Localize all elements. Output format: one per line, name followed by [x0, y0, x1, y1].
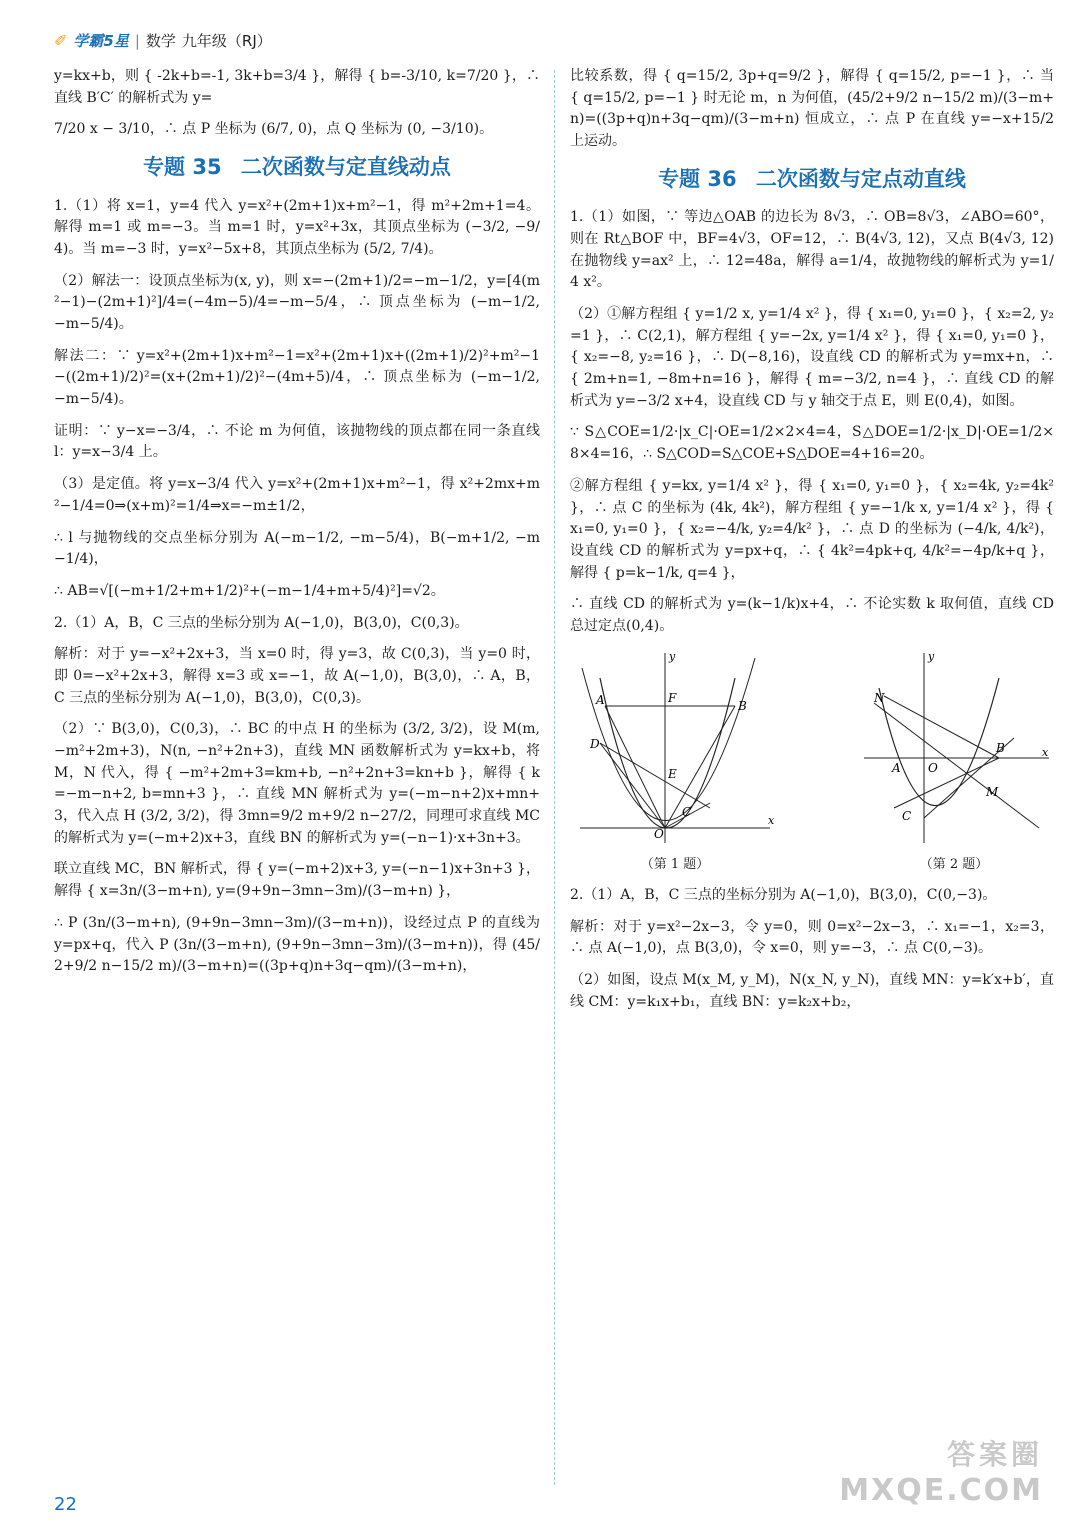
right-column [570, 66, 1054, 1023]
q1-part2-1: （2）①解方程组 { y=1/2 x, y=1/4 x² }，得 { x₁=0, y₁=0 }，{ x₂=2, y₂=1 }，∴ C(2,1)，解方程组 { y=−2x, y=1/4 x² }，得 { x₁=0, y₁=0 }，{ x₂=−8, y₂=16 }，∴ D(−8,16)，设直线 CD 的解析式为 y=mx+n，∴ { 2m+n=1, −8m+n=16 }，解得 { m=−3/2, n=4 }，∴ 直线 CD 的解析式为 y=−3/2 x+4，设直线 CD 与 y 轴交于点 E，则 E(0,4)，如图。 [570, 306, 1054, 409]
q2-part1: 2.（1）A，B，C 三点的坐标分别为 A(−1,0)，B(3,0)，C(0,3)。 [54, 614, 469, 631]
q2-part2: （2）如图，设点 M(x_M, y_M)，N(x_N, y_N)，直线 MN：y=k′x+b′，直线 CM：y=k₁x+b₁，直线 BN：y=k₂x+b₂， [570, 972, 1054, 1010]
figure-1-caption: （第 1 题） [640, 856, 710, 872]
label-y: y [669, 649, 676, 663]
q1-part2-2: ②解方程组 { y=kx, y=1/4 x² }，得 { x₁=0, y₁=0 }，{ x₂=4k, y₂=4k² }，∴ 点 C 的坐标为 (4k, 4k²)，解方程组 { y=−1/k x, y=1/4 x² }，得 { x₁=0, y₁=0 }，{ x₂=−4/k, y₂=4/k² }，∴ 点 D 的坐标为 (−4/k, 4/k²)，设直线 CD 的解析式为 y=px+q，∴ { 4k²=4pk+q, 4/k²=−4p/k+q }，解得 { p=k−1/k, q=4 }， [570, 477, 1054, 581]
q2-analysis: 解析：对于 y=x²−2x−3，令 y=0，则 0=x²−2x−3，∴ x₁=−1，x₂=3，∴ 点 A(−1,0)，点 B(3,0)，令 x=0，则 y=−3，∴ 点 C(0,−3)。 [570, 918, 1054, 957]
q2-part2: （2）∵ B(3,0)，C(0,3)，∴ BC 的中点 H 的坐标为 (3/2, 3/2)，设 M(m, −m²+2m+3)，N(n, −n²+2n+3)，直线 MN 函数解析式为 y=kx+b，将 M，N 代入，得 { −m²+2m+3=km+b, −n²+2n+3=kn+b }，解得 { k=−m−n+2, b=mn+3 }，∴ 直线 MN 解析式为 y=(−m−n+2)x+mn+3，代入点 H (3/2, 3/2)，得 3mn=9/2 m+9/2 n−27/2，同理可求直线 MC 的解析式为 y=(−m+2)x+3，直线 BN 的解析式为 y=(−n−1)·x+3n+3。 [54, 721, 540, 846]
figure-1 [570, 648, 780, 875]
q1-area: ∵ S△COE=1/2·|x_C|·OE=1/2×2×4=4，S△DOE=1/2·|x_D|·OE=1/2×8×4=16，∴ S△COD=S△COE+S△DOE=4+16=20。 [570, 424, 1054, 463]
section-number: 专题 36 [658, 166, 737, 191]
brand-logo-icon: ✐ [54, 31, 68, 50]
label-a: A [596, 692, 605, 707]
figure-2-caption: （第 2 题） [919, 856, 989, 872]
continuation-line-2: 7/20 x − 3/10，∴ 点 P 坐标为 (6/7, 0)，点 Q 坐标为 (0, −3/10)。 [54, 121, 494, 138]
label-a: A [892, 760, 901, 775]
brand-name: 学霸5星 [73, 32, 129, 50]
watermark-line-2: MXQE.COM [839, 1473, 1043, 1508]
label-m: M [986, 784, 999, 799]
q2-system: 联立直线 MC，BN 解析式，得 { y=(−m+2)x+3, y=(−n−1)x+3n+3 }，解得 { x=3n/(3−m+n), y=(9+9n−3mn−3m)/(3−m+n) }， [54, 861, 540, 900]
header-separator: | [134, 31, 140, 50]
section-number: 专题 35 [143, 155, 222, 180]
label-x: x [768, 813, 775, 827]
section-title-35 [54, 151, 540, 184]
figure-2 [854, 648, 1054, 875]
label-o: O [654, 826, 664, 841]
line-cd [600, 743, 710, 808]
page-number: 22 [54, 1494, 77, 1515]
label-y: y [928, 649, 935, 663]
q2-analysis: 解析：对于 y=−x²+2x+3，当 x=0 时，得 y=3，故 C(0,3)，当 y=0 时，即 0=−x²+2x+3，解得 x=3 或 x=−1，故 A(−1,0)，B(3,0)，∴ A，B，C 三点的坐标分别为 A(−1,0)，B(3,0)，C(0,3)。 [54, 646, 540, 706]
column-divider [554, 70, 555, 1485]
figure-2-diagram [854, 648, 1054, 848]
section-title-text: 二次函数与定点动直线 [755, 166, 966, 191]
label-b: B [738, 698, 747, 713]
label-f: F [668, 690, 677, 705]
q1-part3: （3）是定值。将 y=x−3/4 代入 y=x²+(2m+1)x+m²−1，得 x²+2mx+m²−1/4=0⇒(x+m)²=1/4⇒x=−m±1/2， [54, 476, 540, 514]
label-c: C [902, 808, 912, 823]
label-d: D [590, 736, 600, 751]
label-n: N [874, 690, 885, 705]
q2-point-p: ∴ P (3n/(3−m+n), (9+9n−3mn−3m)/(3−m+n))，设经过点 P 的直线为 y=px+q，代入 P (3n/(3−m+n), (9+9n−3mn−3m)/(3−m+n))，得 (45/2+9/2 n−15/2 m)/(3−m+n)=((3p+q)n+3q−qm)/(3−m+n)， [54, 914, 540, 975]
line-ao [605, 706, 665, 828]
header-subject: 数学 [145, 32, 176, 50]
label-x: x [1042, 745, 1049, 759]
figure-1-diagram [570, 648, 780, 848]
q1-conclusion: ∴ 直线 CD 的解析式为 y=(k−1/k)x+4，∴ 不论实数 k 取何值，直线 CD 总过定点(0,4)。 [570, 596, 1054, 634]
label-b: B [996, 740, 1005, 755]
label-o: O [928, 760, 938, 775]
q1-part2-method2: 解法二：∵ y=x²+(2m+1)x+m²−1=x²+(2m+1)x+((2m+1)/2)²+m²−1−((2m+1)/2)²=(x+(2m+1)/2)²−(4m+5)/4，∴ 顶点坐标为 (−m−1/2, −m−5/4)。 [54, 347, 540, 408]
parabola-outer [582, 658, 755, 821]
label-e: E [668, 766, 677, 781]
continuation-line-1: y=kx+b，则 { -2k+b=-1, 3k+b=3/4 }，解得 { b=-3/10, k=7/20 }，∴ 直线 B′C′ 的解析式为 y= [54, 68, 540, 106]
header-grade: 九年级（RJ） [181, 32, 272, 50]
label-c: C [682, 804, 692, 819]
continuation-coefficients: 比较系数，得 { q=15/2, 3p+q=9/2 }，解得 { q=15/2, p=−1 }，∴ 当 { q=15/2, p=−1 } 时无论 m，n 为何值，(45/2+9/2 n−15/2 m)/(3−m+n)=((3p+q)n+3q−qm)/(3−m+n) 恒成立，∴ 点 P 在直线 y=−x+15/2 上运动。 [570, 68, 1054, 150]
watermark [839, 1433, 1043, 1508]
section-title-36 [570, 163, 1054, 196]
q1-part1: 1.（1）如图，∵ 等边△OAB 的边长为 8√3，∴ OB=8√3，∠ABO=60°，则在 Rt△BOF 中，BF=4√3，OF=12，∴ B(4√3, 12)，又点 B(4√3, 12) 在抛物线 y=ax² 上，∴ 12=48a，解得 a=1/4，故抛物线的解析式为 y=1/4 x²。 [570, 209, 1054, 291]
q1-part1: 1.（1）将 x=1，y=4 代入 y=x²+(2m+1)x+m²−1，得 m²+2m+1=4。解得 m=1 或 m=−3。当 m=1 时，y=x²+3x，其顶点坐标为 (−3/2, −9/4)。当 m=−3 时，y=x²−5x+8，其顶点坐标为 (5/2, 7/4)。 [54, 197, 540, 257]
line-do [600, 743, 665, 828]
section-title-text: 二次函数与定直线动点 [240, 155, 451, 180]
q1-part2-method1: （2）解法一：设顶点坐标为(x, y)，则 x=−(2m+1)/2=−m−1/2，y=[4(m²−1)−(2m+1)²]/4=(−4m−5)/4=−m−5/4，∴ 顶点坐标为 (−m−1/2, −m−5/4)。 [54, 272, 540, 333]
page-header [54, 30, 272, 51]
q1-proof: 证明：∵ y−x=−3/4，∴ 不论 m 为何值，该抛物线的顶点都在同一条直线 l：y=x−3/4 上。 [54, 422, 540, 461]
watermark-line-1: 答案圈 [946, 1438, 1043, 1471]
q1-ab-length: ∴ AB=√[(−m+1/2+m+1/2)²+(−m−1/4+m+5/4)²]=√2。 [54, 582, 445, 599]
figures-row [570, 648, 1054, 875]
q2-part1: 2.（1）A，B，C 三点的坐标分别为 A(−1,0)，B(3,0)，C(0,−3)。 [570, 886, 997, 903]
q1-intersections: ∴ l 与抛物线的交点坐标分别为 A(−m−1/2, −m−5/4)，B(−m+1/2, −m−1/4)， [54, 529, 540, 568]
left-column [54, 66, 540, 988]
line-bn [884, 696, 999, 758]
